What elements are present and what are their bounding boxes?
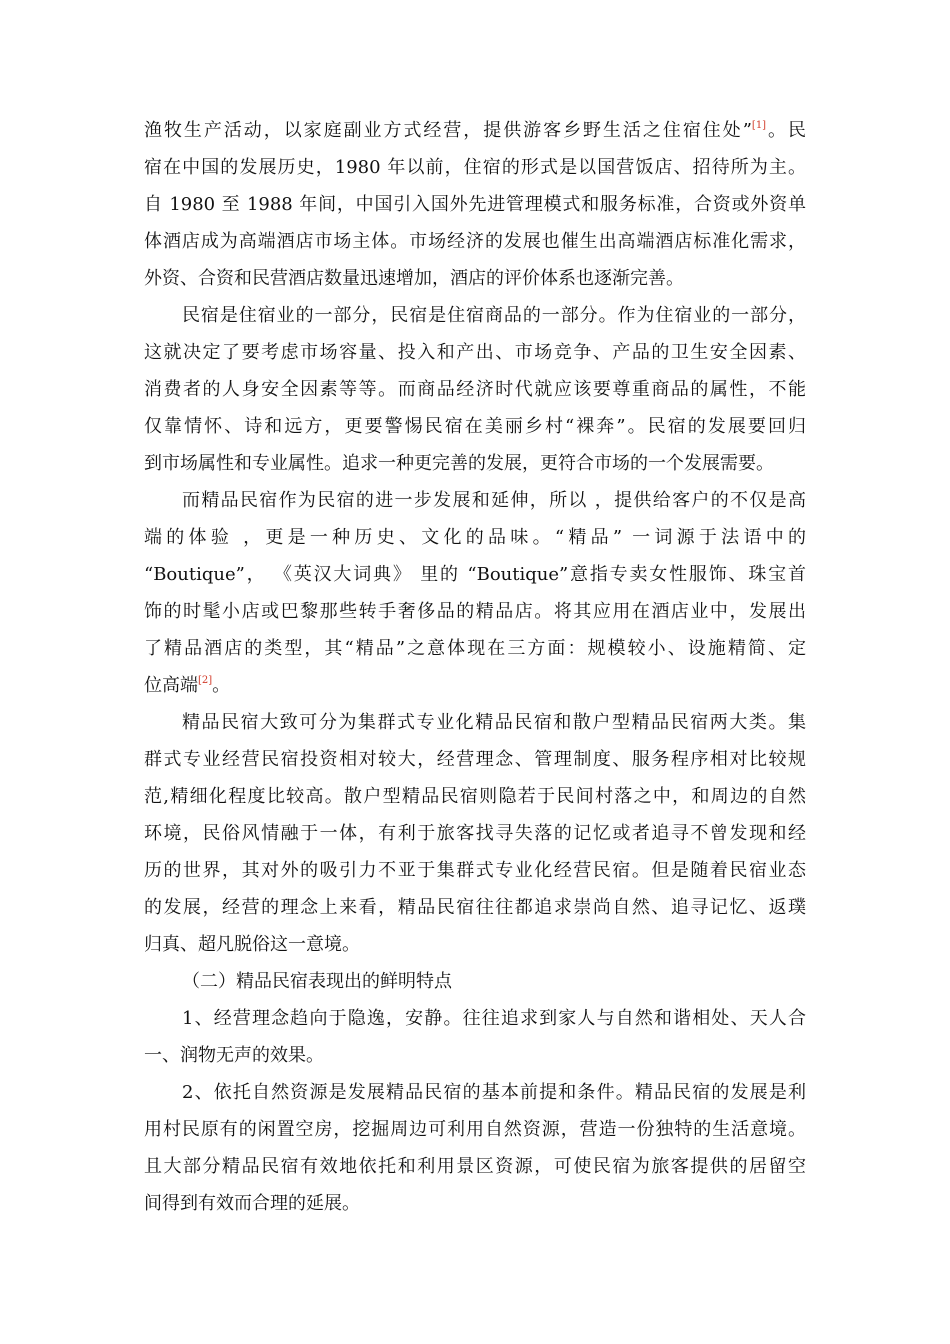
text-line [144,149,806,186]
text-line [144,334,806,371]
text-line [144,445,806,482]
citation-marker: [2] [198,675,213,686]
text-run: 仅靠情怀、诗和远方，更要警惕民宿在美丽乡村“裸奔”。民宿的发展要回归 [144,416,806,437]
text-run: 且大部分精品民宿有效地依托和利用景区资源，可使民宿为旅客提供的居留空 [144,1156,806,1177]
paragraph [144,112,806,297]
text-line [144,1185,806,1222]
text-run: 群式专业经营民宿投资相对较大，经营理念、管理制度、服务程序相对比较规 [144,749,806,770]
text-line [144,704,806,741]
text-run: 历的世界，其对外的吸引力不亚于集群式专业化经营民宿。但是随着民宿业态 [144,860,806,881]
citation-marker: [1] [751,120,767,131]
text-line [144,741,806,778]
text-line [144,1111,806,1148]
text-run: 宿在中国的发展历史，1980 年以前，住宿的形式是以国营饭店、招待所为主。 [144,157,806,178]
paragraph [144,297,806,482]
text-line [144,593,806,630]
paragraph [144,482,806,704]
paragraph [144,1074,806,1222]
text-line [144,371,806,408]
text-run: 的发展，经营的理念上来看，精品民宿往往都追求崇尚自然、追寻记忆、返璞 [144,897,806,918]
paragraph [144,1000,806,1074]
text-line [144,482,806,519]
text-run: 1、经营理念趋向于隐逸，安静。往往追求到家人与自然和谐相处、天人合 [182,1008,806,1029]
text-line [144,667,806,704]
text-run: 外资、合资和民营酒店数量迅速增加，酒店的评价体系也逐渐完善。 [144,268,684,289]
text-run: 民宿是住宿业的一部分，民宿是住宿商品的一部分。作为住宿业的一部分， [182,305,806,326]
section-heading [144,963,806,1000]
text-line [144,186,806,223]
text-run: 。民 [766,120,807,141]
text-run: 这就决定了要考虑市场容量、投入和产出、市场竞争、产品的卫生安全因素、 [144,342,806,363]
text-run: 到市场属性和专业属性。追求一种更完善的发展，更符合市场的一个发展需要。 [144,453,774,474]
text-line [144,1037,806,1074]
text-line [144,926,806,963]
text-run: “Boutique”， 《英汉大词典》 里的 “Boutique”意指专卖女性服饰、珠宝首 [144,564,806,585]
paragraph [144,704,806,963]
text-line [144,556,806,593]
text-line [144,223,806,260]
text-run: 饰的时髦小店或巴黎那些转手奢侈品的精品店。将其应用在酒店业中，发展出 [144,601,806,622]
text-line [144,852,806,889]
text-run: 一、润物无声的效果。 [144,1045,324,1066]
text-line [144,297,806,334]
text-run: 自 1980 至 1988 年间，中国引入国外先进管理模式和服务标准，合资或外资单 [144,194,806,215]
text-line [144,778,806,815]
text-run: 精品民宿大致可分为集群式专业化精品民宿和散户型精品民宿两大类。集 [182,712,806,733]
text-line [144,519,806,556]
text-line [144,1000,806,1037]
text-run: 消费者的人身安全因素等等。而商品经济时代就应该要尊重商品的属性，不能 [144,379,806,400]
text-line [144,112,806,149]
text-line [144,1074,806,1111]
text-run: 端的体验 ，更是一种历史、文化的品味。“精品” 一词源于法语中的 [144,527,806,548]
text-line [144,1148,806,1185]
text-run: 环境，民俗风情融于一体，有利于旅客找寻失落的记忆或者追寻不曾发现和经 [144,823,806,844]
text-line [144,408,806,445]
text-run: 间得到有效而合理的延展。 [144,1193,360,1214]
text-line [144,889,806,926]
text-run: 渔牧生产活动，以家庭副业方式经营，提供游客乡野生活之住宿住处” [144,120,752,141]
text-run: 而精品民宿作为民宿的进一步发展和延伸，所以 ，提供给客户的不仅是高 [182,490,806,511]
body-text [144,112,806,1222]
text-run: 体酒店成为高端酒店市场主体。市场经济的发展也催生出高端酒店标准化需求， [144,231,806,252]
text-run: 。 [212,675,231,696]
text-run: 2、依托自然资源是发展精品民宿的基本前提和条件。精品民宿的发展是利 [182,1082,806,1103]
text-line [144,260,806,297]
text-run: 位高端 [144,675,198,696]
text-run: 范,精细化程度比较高。散户型精品民宿则隐若于民间村落之中，和周边的自然 [144,786,806,807]
text-run: 用村民原有的闲置空房，挖掘周边可利用自然资源，营造一份独特的生活意境。 [144,1119,806,1140]
text-line [144,815,806,852]
text-line [144,630,806,667]
text-run: （二）精品民宿表现出的鲜明特点 [182,971,452,992]
text-run: 了精品酒店的类型，其“精品”之意体现在三方面：规模较小、设施精简、定 [144,638,806,659]
text-run: 归真、超凡脱俗这一意境。 [144,934,360,955]
text-line [144,963,806,1000]
